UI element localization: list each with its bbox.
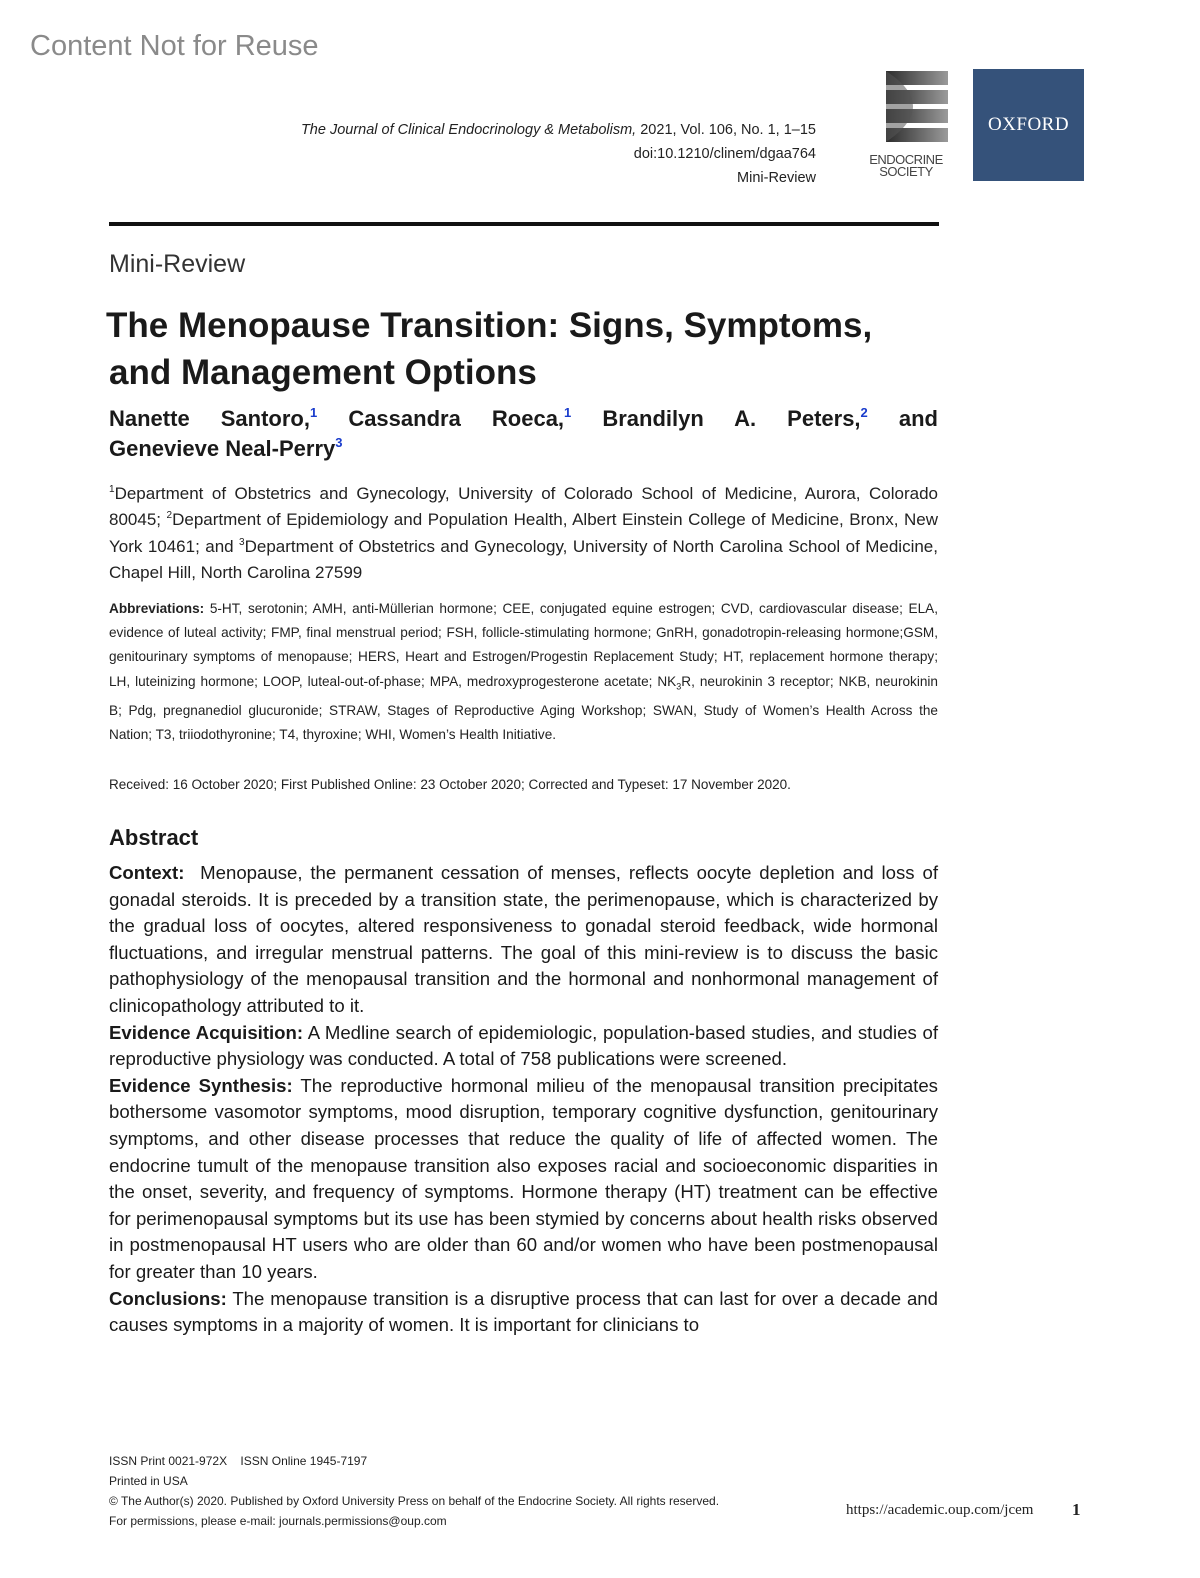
abbreviations-text: R, neurokinin 3 receptor; NKB, neurokinin B; Pdg, pregnanediol glucuronide; STRAW, Stages of Reproductive Aging Workshop; SWAN, Study of Women’s Health Across the Nation; T3, triiodothyronine; T4, thyroxine; WHI, Women’s Health Initiative. bbox=[109, 673, 938, 742]
header-rule bbox=[109, 222, 939, 226]
abstract-conclusions bbox=[109, 1286, 938, 1339]
abstract-body bbox=[109, 860, 944, 1339]
abstract-section-text: A Medline search of epidemiologic, population-based studies, and studies of reproductive physiology was conducted. A total of 758 publications were screened. bbox=[109, 1021, 938, 1070]
abstract-section-label: Context: bbox=[109, 862, 185, 883]
oxford-logo: OXFORD bbox=[973, 69, 1084, 181]
abstract-section-label: Evidence Acquisition: bbox=[109, 1021, 304, 1043]
abstract-section-text: The reproductive hormonal milieu of the menopausal transition precipitates bothersome vasomotor symptoms, mood disruption, temporary cognitive dysfunction, genitourinary symptoms, and other disease processes that reduce the quality of life of affected women. The endocrine tumult of the menopause transition also exposes racial and socioeconomic disparities in the onset, severity, and frequency of symptoms. Hormone therapy (HT) treatment can be effective for perimenopausal symptoms but its use has been stymied by concerns about health risks observed in postmenopausal HT users who are older than 60 and/or women who have been postmenopausal for greater than 10 years. bbox=[109, 1074, 938, 1282]
journal-doi: doi:10.1210/clinem/dgaa764 bbox=[633, 146, 816, 162]
footer-copyright: © The Author(s) 2020. Published by Oxford University Press on behalf of the Endocrine Society. All rights reserved. bbox=[109, 1494, 720, 1508]
abbreviations bbox=[109, 597, 938, 747]
author-affiliation-marker[interactable]: 2 bbox=[860, 405, 868, 420]
article-title-line-1: The Menopause Transition: Signs, Symptoms, bbox=[106, 306, 873, 345]
author-affiliation-marker[interactable]: 1 bbox=[310, 405, 318, 420]
page-number: 1 bbox=[1072, 1500, 1081, 1519]
abstract-section-label: Evidence Synthesis: bbox=[109, 1074, 293, 1096]
abbreviations-label: Abbreviations: bbox=[109, 601, 205, 616]
affiliations bbox=[109, 481, 938, 586]
journal-article-type: Mini-Review bbox=[737, 170, 816, 186]
abstract-section-label: Conclusions: bbox=[109, 1287, 227, 1309]
affiliation-text: Department of Obstetrics and Gynecology, University of Colorado School of Medicine, Aurora, Colorado 80045; bbox=[109, 484, 938, 530]
author-list-line-2 bbox=[109, 434, 343, 464]
affiliation-marker: 2 bbox=[166, 510, 173, 522]
footer-publication-info bbox=[109, 1451, 719, 1531]
footer-permissions: For permissions, please e-mail: journals.permissions@oup.com bbox=[109, 1514, 447, 1528]
author-affiliation-marker[interactable]: 1 bbox=[564, 405, 572, 420]
author-name: Cassandra Roeca, bbox=[348, 406, 565, 431]
author-name: Genevieve Neal-Perry bbox=[109, 436, 336, 461]
abstract-evidence-synthesis bbox=[109, 1073, 938, 1286]
section-label: Mini-Review bbox=[109, 250, 246, 278]
journal-header bbox=[300, 118, 816, 190]
journal-url-link[interactable]: https://academic.oup.com/jcem bbox=[846, 1502, 1034, 1518]
journal-volume: 2021, Vol. 106, No. 1, 1–15 bbox=[636, 122, 816, 138]
received-dates: Received: 16 October 2020; First Published Online: 23 October 2020; Corrected and Typeset: 17 November 2020. bbox=[109, 777, 791, 792]
journal-citation bbox=[300, 118, 816, 142]
abstract-section-text: The menopause transition is a disruptive process that can last for over a decade and causes symptoms in a majority of women. It is important for clinicians to bbox=[109, 1287, 938, 1336]
abstract-section-text: Menopause, the permanent cessation of menses, reflects oocyte depletion and loss of gonadal steroids. It is preceded by a transition state, the perimenopause, which is characterized by the gradual loss of oocytes, altered responsiveness to gonadal steroid feedback, wide hormonal fluctuations, and irregular menstrual patterns. The goal of this mini-review is to discuss the basic pathophysiology of the menopausal transition and the hormonal and nonhormonal management of clinicopathology attributed to it. bbox=[109, 862, 944, 1016]
footer-issn: ISSN Print 0021-972X ISSN Online 1945-7197 bbox=[109, 1454, 368, 1468]
author-name: Nanette Santoro, bbox=[109, 406, 310, 431]
endocrine-society-logo bbox=[860, 70, 952, 182]
abbreviations-text: 5-HT, serotonin; AMH, anti-Müllerian hormone; CEE, conjugated equine estrogen; CVD, cardiovascular disease; ELA, evidence of luteal activity; FMP, final menstrual period; FSH, follicle-stimulating hormone; GnRH, gonadotropin-releasing hormone;GSM, genitourinary symptoms of menopause; HERS, Heart and Estrogen/Progestin Replacement Study; HT, replacement hormone therapy; LH, luteinizing hormone; LOOP, luteal-out-of-phase; MPA, medroxyprogesterone acetate; NK bbox=[109, 601, 938, 689]
affiliation-text: Department of Epidemiology and Population Health, Albert Einstein College of Medicine, Bronx, New York 10461; and bbox=[109, 510, 938, 556]
author-list bbox=[109, 404, 938, 434]
abstract-heading: Abstract bbox=[109, 825, 199, 850]
abstract-context bbox=[109, 860, 944, 1020]
endocrine-society-wordmark: ENDOCRINE SOCIETY bbox=[869, 152, 943, 179]
endocrine-society-emblem-icon bbox=[860, 70, 952, 150]
article-title bbox=[106, 302, 966, 396]
abstract-evidence-acquisition bbox=[109, 1020, 938, 1073]
journal-title: The Journal of Clinical Endocrinology & Metabolism, bbox=[300, 122, 637, 138]
affiliation-marker: 1 bbox=[109, 484, 115, 495]
article-title-line-2: and Management Options bbox=[109, 353, 537, 392]
author-conjunction: and bbox=[898, 406, 938, 431]
affiliation-text: Department of Obstetrics and Gynecology, University of North Carolina School of Medicine, Chapel Hill, North Carolina 27599 bbox=[109, 536, 938, 582]
affiliation-marker: 3 bbox=[239, 536, 245, 548]
author-name: Brandilyn A. Peters, bbox=[602, 406, 861, 431]
footer-printed: Printed in USA bbox=[109, 1474, 188, 1488]
abbreviations-subscript: 3 bbox=[676, 681, 682, 692]
watermark: Content Not for Reuse bbox=[30, 30, 319, 62]
author-affiliation-marker[interactable]: 3 bbox=[335, 435, 343, 450]
